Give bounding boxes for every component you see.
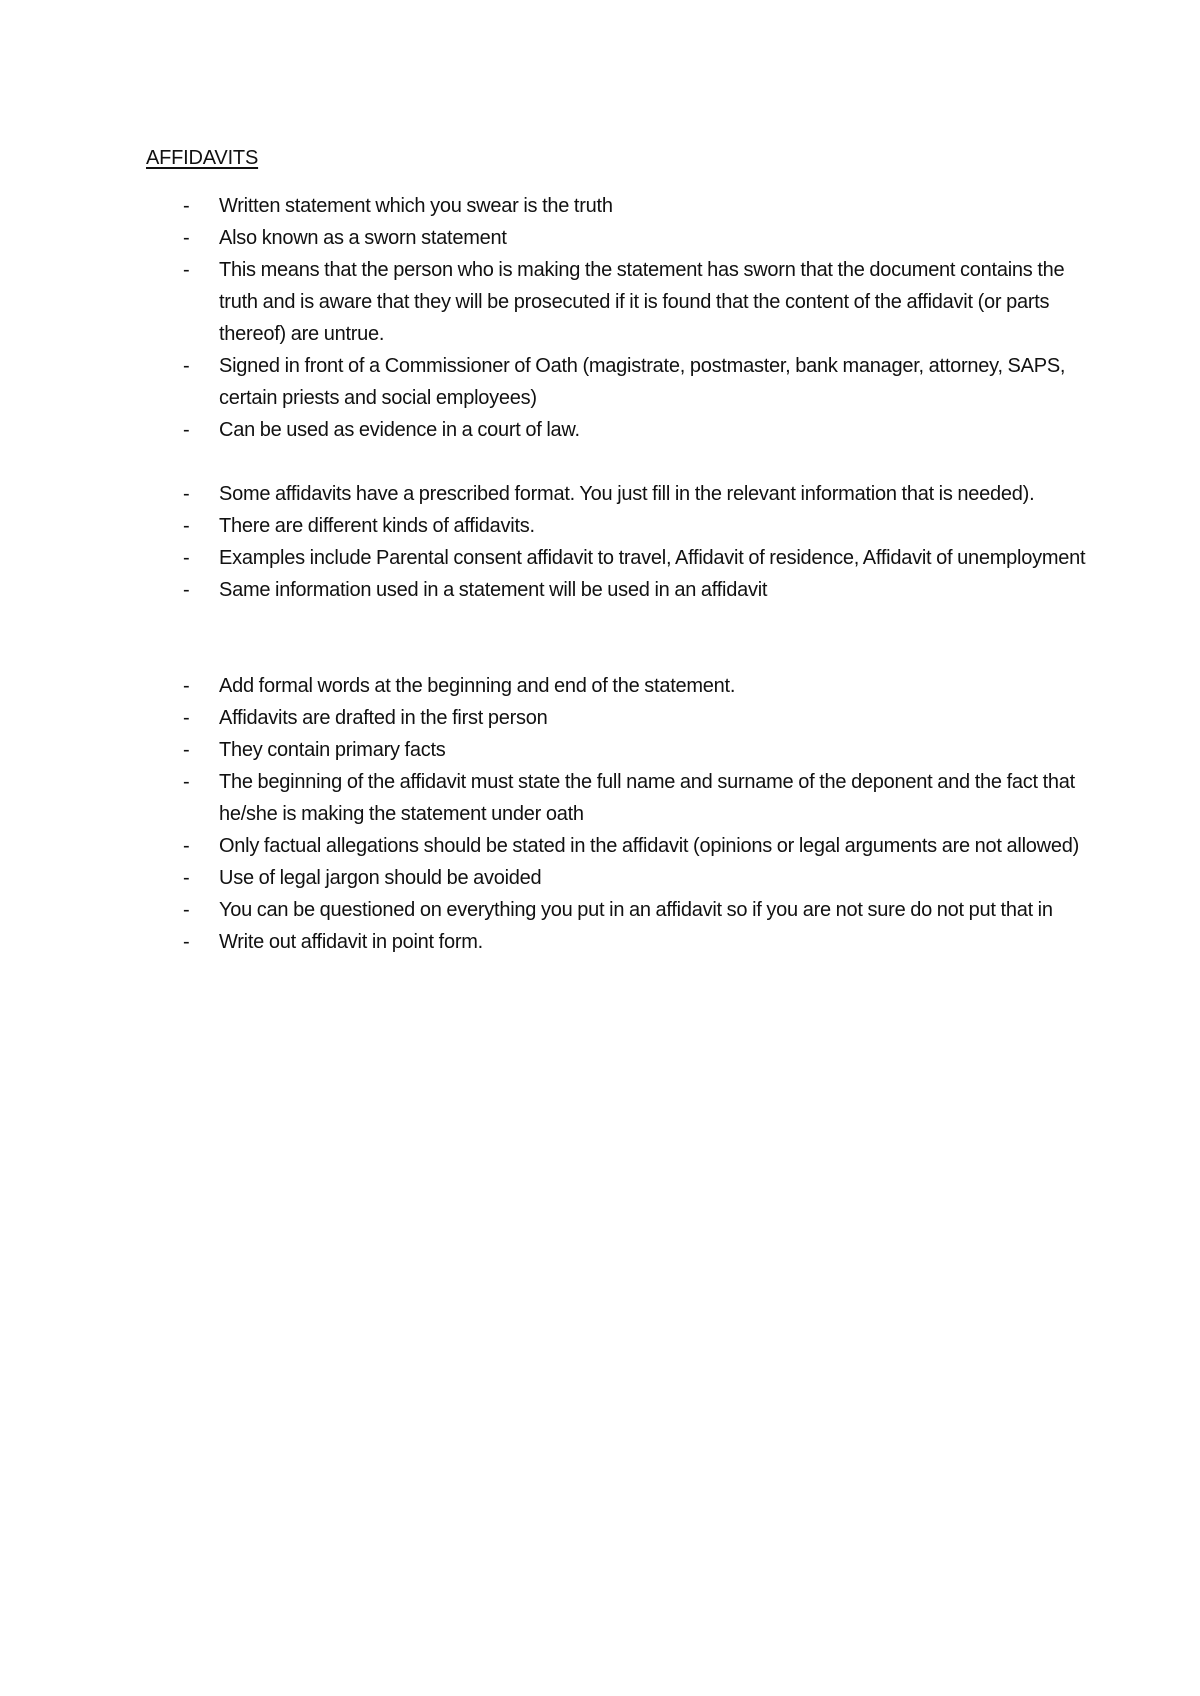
list-item-text: Add formal words at the beginning and end of the statement. <box>219 675 736 697</box>
list-item <box>146 414 1086 446</box>
list-item-text: Examples include Parental consent affidavit to travel, Affidavit of residence, Affidavit of unemployment <box>219 547 1086 569</box>
list-item <box>146 574 1086 606</box>
list-item-text: There are different kinds of affidavits. <box>219 515 535 537</box>
dash-bullet: - <box>183 835 190 857</box>
list-item-text: Use of legal jargon should be avoided <box>219 867 542 889</box>
dash-bullet: - <box>183 515 190 537</box>
list-item-text: Some affidavits have a prescribed format. You just fill in the relevant information that is needed). <box>219 483 1035 505</box>
dash-bullet: - <box>183 259 190 281</box>
dash-bullet: - <box>183 547 190 569</box>
list-item <box>146 222 1086 254</box>
list-item-text: This means that the person who is making the statement has sworn that the document contains the truth and is aware that they will be prosecuted if it is found that the content of the affidavit (or parts thereof) are untrue. <box>219 259 1065 345</box>
list-item-text: They contain primary facts <box>219 739 446 761</box>
bullet-list-types <box>146 478 1086 606</box>
list-item-text: Only factual allegations should be stated in the affidavit (opinions or legal arguments are not allowed) <box>219 835 1080 857</box>
list-item <box>146 734 1086 766</box>
list-item-text: The beginning of the affidavit must state the full name and surname of the deponent and the fact that he/she is making the statement under oath <box>219 771 1075 825</box>
list-item-text: Can be used as evidence in a court of law. <box>219 419 580 441</box>
list-item-text: Signed in front of a Commissioner of Oath (magistrate, postmaster, bank manager, attorney, SAPS, certain priests and social employees) <box>219 355 1066 409</box>
list-item <box>146 478 1086 510</box>
dash-bullet: - <box>183 739 190 761</box>
dash-bullet: - <box>183 771 190 793</box>
list-item <box>146 190 1086 222</box>
bullet-list-definition <box>146 190 1086 446</box>
list-item <box>146 894 1086 926</box>
dash-bullet: - <box>183 483 190 505</box>
list-item <box>146 510 1086 542</box>
dash-bullet: - <box>183 675 190 697</box>
list-item-text: Same information used in a statement will be used in an affidavit <box>219 579 768 601</box>
list-item <box>146 350 1086 414</box>
dash-bullet: - <box>183 867 190 889</box>
list-item <box>146 766 1086 830</box>
list-item-text: Written statement which you swear is the truth <box>219 195 613 217</box>
dash-bullet: - <box>183 227 190 249</box>
dash-bullet: - <box>183 355 190 377</box>
list-item <box>146 542 1086 574</box>
list-item <box>146 926 1086 958</box>
document-title: AFFIDAVITS <box>146 147 259 169</box>
list-item <box>146 254 1086 350</box>
bullet-list-drafting <box>146 670 1086 958</box>
list-item <box>146 830 1086 862</box>
dash-bullet: - <box>183 707 190 729</box>
list-item-text: Also known as a sworn statement <box>219 227 507 249</box>
list-item <box>146 702 1086 734</box>
list-item-text: Affidavits are drafted in the first person <box>219 707 548 729</box>
list-item-text: Write out affidavit in point form. <box>219 931 483 953</box>
document-body <box>146 143 1086 958</box>
dash-bullet: - <box>183 931 190 953</box>
list-item <box>146 670 1086 702</box>
dash-bullet: - <box>183 899 190 921</box>
list-item-text: You can be questioned on everything you put in an affidavit so if you are not sure do not put that in <box>219 899 1053 921</box>
dash-bullet: - <box>183 579 190 601</box>
dash-bullet: - <box>183 419 190 441</box>
dash-bullet: - <box>183 195 190 217</box>
list-item <box>146 862 1086 894</box>
